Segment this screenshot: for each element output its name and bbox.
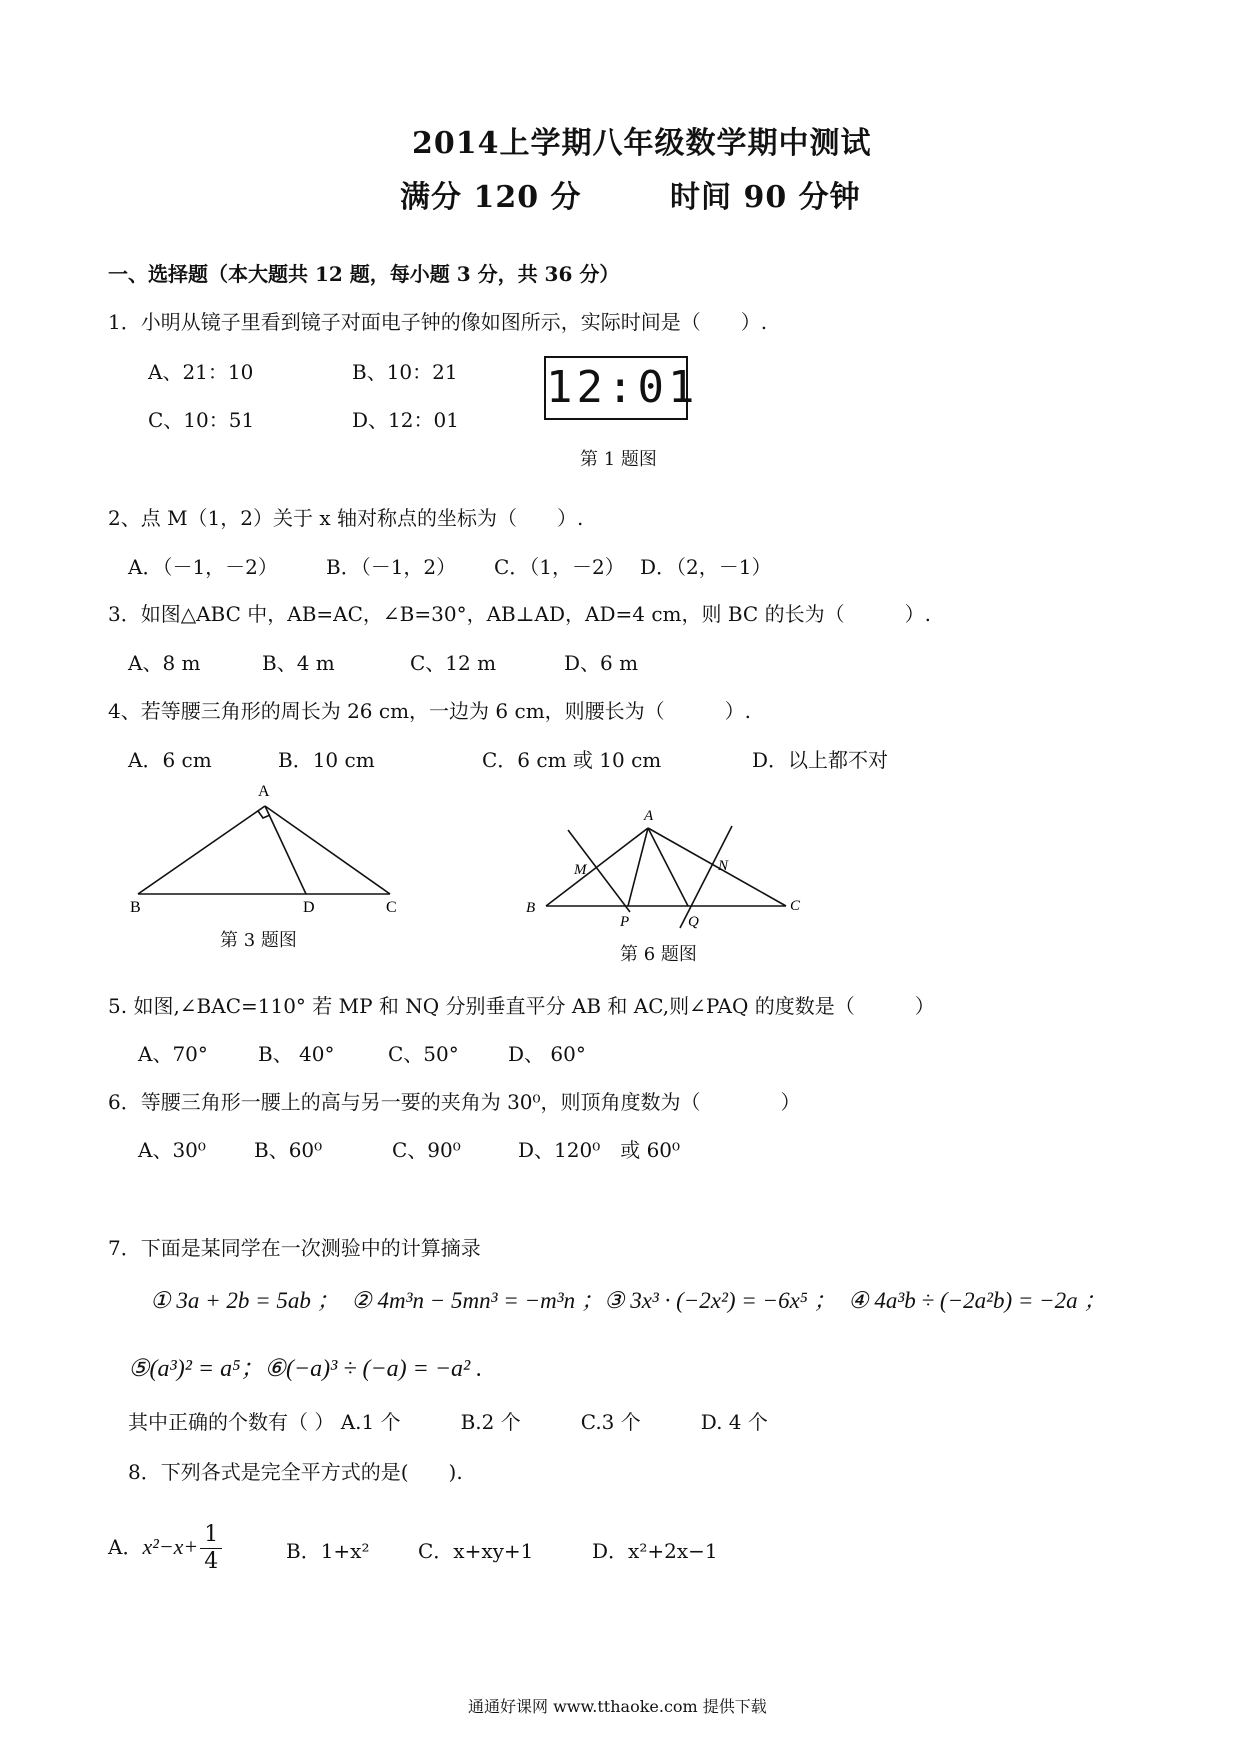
q6-option-c: C、90⁰ [392, 1138, 461, 1162]
fig3-side-ac [265, 806, 390, 894]
q1-option-b: B、10：21 [352, 360, 458, 384]
q8-stem: 8．下列各式是完全平方式的是( ). [128, 1460, 463, 1484]
fig3-label-a: A [258, 783, 270, 800]
q5-option-c: C、50° [388, 1042, 459, 1066]
q7-expression-line1: ① 3a + 2b = 5ab ； ② 4m³n − 5mn³ = −m³n ；③ 3x³ · (−2x²) = −6x⁵ ； ④ 4a³b ÷ (−2a²b) = −2a ； [150, 1288, 1107, 1313]
q6-option-b: B、60⁰ [254, 1138, 323, 1162]
fig6-label-m: M [574, 862, 587, 878]
fig6-label-q: Q [688, 914, 699, 930]
q4-option-b: B．10 cm [278, 748, 375, 772]
q8-fraction-numerator: 1 [200, 1522, 222, 1549]
q4-option-a: A．6 cm [128, 748, 212, 772]
q2-option-b: B．（－1，2） [326, 555, 457, 579]
q2-option-c: C．（1，－2） [494, 555, 625, 579]
fig6-caption: 第 6 题图 [620, 944, 697, 965]
fig3-triangle [120, 776, 420, 916]
q5-option-d: D、 60° [508, 1042, 586, 1066]
full-score: 满分 120 分 [400, 180, 582, 215]
fig3-side-ab [138, 806, 265, 894]
q8-option-c: C．x+xy+1 [418, 1539, 534, 1563]
q8-option-a-expr: x²−x+ [142, 1534, 199, 1559]
q7-answer-line: 其中正确的个数有（ ） A.1 个 B.2 个 C.3 个 D. 4 个 [128, 1410, 768, 1434]
q4-option-d: D．以上都不对 [752, 748, 889, 772]
q4-option-c: C．6 cm 或 10 cm [482, 748, 662, 772]
page-footer: 通通好课网 www.tthaoke.com 提供下载 [468, 1697, 767, 1716]
q8-fraction-denominator: 4 [204, 1549, 219, 1574]
fig6-segment-ap [628, 828, 648, 906]
q8-option-a-prefix: A． [108, 1535, 143, 1559]
q8-fraction [200, 1522, 222, 1575]
q6-option-a: A、30⁰ [138, 1138, 206, 1162]
fig1-caption: 第 1 题图 [580, 449, 657, 470]
q2-stem: 2、点 M（1，2）关于 x 轴对称点的坐标为（ ）. [108, 506, 584, 530]
fig6-side-ab [546, 828, 648, 906]
page-title: 2014上学期八年级数学期中测试 [412, 126, 872, 161]
fig3-label-d: D [303, 899, 315, 916]
q1-option-a: A、21：10 [148, 360, 254, 384]
section-heading: 一、选择题（本大题共 12 题，每小题 3 分，共 36 分） [108, 262, 620, 286]
q3-option-b: B、4 m [262, 651, 335, 675]
fig6-label-n: N [718, 858, 729, 874]
q8-option-b: B．1+x² [286, 1539, 370, 1563]
q3-stem: 3．如图△ABC 中，AB=AC，∠B=30°，AB⊥AD，AD=4 cm，则 BC 的长为（ ）. [108, 602, 931, 626]
digital-clock-figure [544, 356, 699, 420]
fig3-segment-ad [265, 806, 306, 894]
clock-display: 12:01 [546, 362, 699, 413]
fig3-label-b: B [130, 899, 141, 916]
fig6-label-c: C [790, 898, 801, 914]
q2-option-d: D．（2，－1） [640, 555, 772, 579]
q1-option-c: C、10：51 [148, 408, 255, 432]
fig6-bisector-nq [680, 826, 732, 928]
fig6-label-b: B [526, 900, 536, 916]
q6-option-d: D、120⁰ 或 60⁰ [518, 1138, 681, 1162]
q5-option-b: B、 40° [258, 1042, 335, 1066]
q7-stem: 7．下面是某同学在一次测验中的计算摘录 [108, 1236, 481, 1260]
fig3-label-c: C [386, 899, 397, 916]
q5-option-a: A、70° [138, 1042, 208, 1066]
q1-option-d: D、12：01 [352, 408, 459, 432]
fig6-triangle [520, 800, 820, 940]
q7-expression-line2: ⑤(a³)² = a⁵；⑥(−a)³ ÷ (−a) = −a² . [128, 1356, 483, 1382]
fig6-label-a: A [644, 808, 654, 824]
q2-option-a: A．（－1，－2） [128, 555, 278, 579]
q3-option-a: A、8 m [128, 651, 201, 675]
q5-stem: 5. 如图,∠BAC=110° 若 MP 和 NQ 分别垂直平分 AB 和 AC,则∠PAQ 的度数是（ ） [108, 994, 935, 1018]
q3-option-c: C、12 m [410, 651, 497, 675]
q8-option-d: D．x²+2x−1 [592, 1539, 718, 1563]
q6-stem: 6．等腰三角形一腰上的高与另一要的夹角为 30⁰，则顶角度数为（ ） [108, 1090, 801, 1114]
q8-option-a [108, 1522, 222, 1575]
q4-stem: 4、若等腰三角形的周长为 26 cm，一边为 6 cm，则腰长为（ ）. [108, 699, 752, 723]
q1-stem: 1．小明从镜子里看到镜子对面电子钟的像如图所示，实际时间是（ ）. [108, 310, 768, 334]
exam-time: 时间 90 分钟 [670, 180, 861, 215]
fig3-caption: 第 3 题图 [220, 930, 297, 951]
fig6-label-p: P [620, 914, 630, 930]
q3-option-d: D、6 m [564, 651, 639, 675]
